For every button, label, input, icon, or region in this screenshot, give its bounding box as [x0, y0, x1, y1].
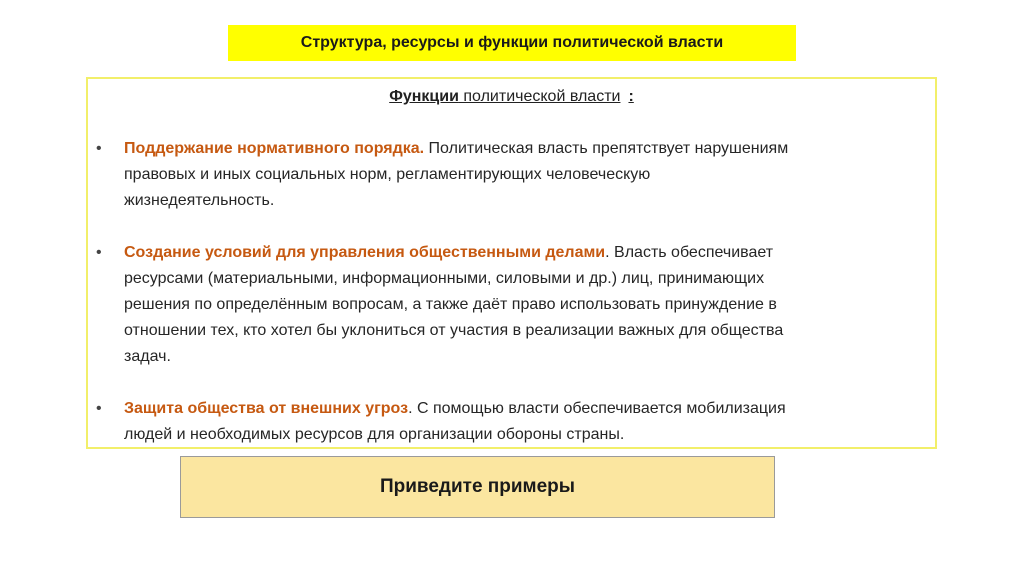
item-text: Политическая власть препятствует нарушениям [424, 140, 789, 157]
give-examples-button[interactable] [180, 456, 775, 518]
list-item [96, 240, 924, 370]
list-item [96, 136, 924, 214]
item-text: . С помощью власти обеспечивается мобилизация [408, 400, 786, 417]
bullet-icon: • [96, 244, 102, 261]
slide-title: Структура, ресурсы и функции политической власти [300, 34, 724, 51]
item-lead: Создание условий для управления общественными делами [124, 244, 606, 261]
item-text: . Власть обеспечивает [605, 244, 774, 261]
item-line: решения по определённым вопросам, а также даёт право использовать принуждение в [124, 296, 777, 313]
section-heading [88, 88, 935, 106]
item-lead: Защита общества от внешних угроз [124, 400, 409, 417]
item-line: ресурсами (материальными, информационными, силовыми и др.) лиц, принимающих [124, 270, 765, 287]
bullet-icon: • [96, 400, 102, 417]
item-line [124, 396, 924, 422]
content-box [86, 77, 937, 449]
heading-keyword: Функции [389, 88, 459, 105]
heading-underlined [389, 88, 620, 105]
heading-colon: : [628, 88, 634, 105]
item-line: правовых и иных социальных норм, регламентирующих человеческую [124, 166, 651, 183]
bullet-icon: • [96, 140, 102, 157]
item-line [124, 240, 924, 266]
give-examples-label: Приведите примеры [379, 476, 576, 497]
item-lead: Поддержание нормативного порядка. [124, 140, 425, 157]
item-line: отношении тех, кто хотел бы уклониться от участия в реализации важных для общества [124, 322, 784, 339]
functions-list [96, 136, 924, 448]
item-line: задач. [124, 348, 171, 365]
item-line: жизнедеятельность. [124, 192, 275, 209]
item-line: людей и необходимых ресурсов для организации обороны страны. [124, 426, 625, 443]
slide-title-box [228, 25, 796, 61]
item-line [124, 136, 924, 162]
list-item [96, 396, 924, 448]
heading-rest: политической власти [458, 88, 621, 105]
